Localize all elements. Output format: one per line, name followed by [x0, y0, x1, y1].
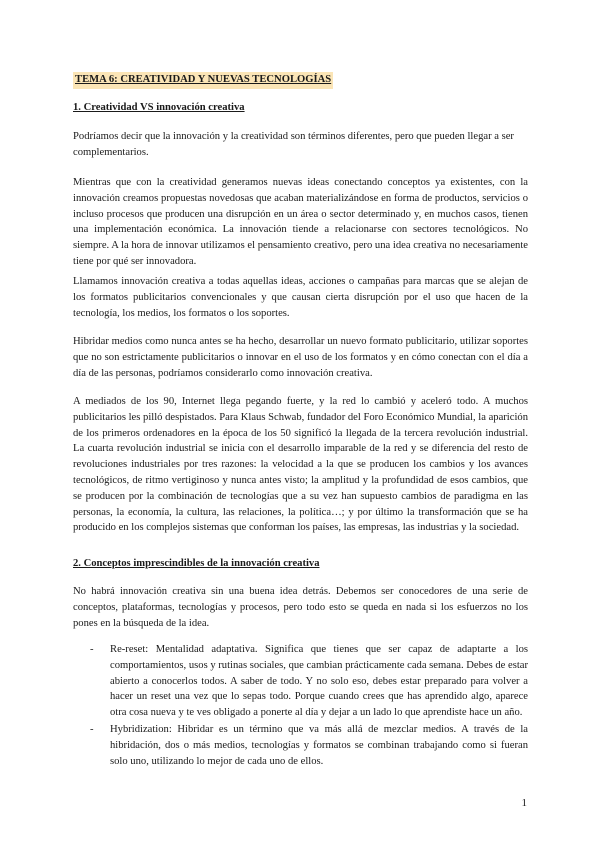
section-1-heading: 1. Creatividad VS innovación creativa	[73, 102, 245, 113]
list-item	[73, 642, 528, 721]
section-2-heading: 2. Conceptos imprescindibles de la innovación creativa	[73, 558, 320, 569]
concept-list	[73, 642, 528, 770]
dash-bullet: -	[90, 644, 94, 655]
list-item	[73, 722, 528, 769]
list-item-text: Hybridization: Hibridar es un término que va más allá de mezclar medios. A través de la hibridación, dos o más medios, tecnologías y formatos se combinan trabajando como si fueran solo uno, utilizando lo mejor de cada uno de ellos.	[110, 723, 528, 767]
document-title: TEMA 6: CREATIVIDAD Y NUEVAS TECNOLOGÍAS	[73, 72, 333, 89]
section-2-intro: No habrá innovación creativa sin una buena idea detrás. Debemos ser conocedores de una serie de conceptos, plataformas, tecnologías y procesos, pero todo esto se queda en nada si los esfuerzos no los pones en la búsqueda de la idea.	[73, 586, 528, 629]
section-1-paragraph-1: Podríamos decir que la innovación y la creatividad son términos diferentes, pero que pueden llegar a ser complementarios.	[73, 131, 514, 158]
list-item-text: Re-reset: Mentalidad adaptativa. Significa que tienes que ser capaz de adaptarte a los comportamientos, usos y rutinas sociales, que cambian prácticamente cada semana. Debes de estar abierto a conocerlos todos. A saber de todo. Y no solo eso, debes estar preparado para volver a hacer un reset una vez que lo sepas todo. Porque cuando crees que has aprendido algo, aparece otra cosa nueva y te ves obligado a ponerte al día y dejar a un lado lo que aprendiste hace un año.	[110, 644, 529, 719]
page-number: 1	[521, 797, 527, 809]
section-1-paragraph-4: Hibridar medios como nunca antes se ha hecho, desarrollar un nuevo formato publicitario, utilizar soportes que no son estrictamente publicitarios o innovar en el uso de los formatos y en cómo conectan con el día a día de las personas, podríamos considerarlo como innovación creativa.	[73, 336, 528, 379]
section-1-paragraph-3: Llamamos innovación creativa a todas aquellas ideas, acciones o campañas para marcas que se alejan de los formatos publicitarios convencionales y que causan cierta disrupción por el uso que hacen de la tecnología, los medios, los formatos o los soportes.	[73, 276, 528, 319]
section-1-paragraph-2: Mientras que con la creatividad generamos nuevas ideas conectando conceptos ya existentes, con la innovación creamos propuestas novedosas que acaban materializándose en forma de productos, servicios o incluso procesos que producen una disrupción en un área o sector determinado y, en muchos casos, tienen una implementación económica. La innovación tiende a relacionarse con sectores tecnológicos. No siempre. A la hora de innovar utilizamos el pensamiento creativo, pero una idea creativa no necesariamente tiene por qué ser innovadora.	[73, 177, 528, 267]
dash-bullet: -	[90, 723, 94, 735]
section-1-paragraph-5: A mediados de los 90, Internet llega pegando fuerte, y la red lo cambió y aceleró todo. A muchos publicitarios les pilló despistados. Para Klaus Schwab, fundador del Foro Económico Mundial, la aparición de los primeros ordenadores en la época de los 50 significó la llegada de la tercera revolución industrial. La cuarta revolución industrial se inicia con el desarrollo imparable de la red y se diferencia del resto de revoluciones industriales por tres razones: la velocidad a la que se producen los cambios y los avances tecnológicos, de ritmo vertiginoso y nunca antes visto; la amplitud y la profundidad de esos cambios, que se producen por la combinación de tecnologías que a su vez han supuesto cambios de paradigma en las personas, la economía, la cultura, las relaciones, la política…; y por último la transformación que se ha producido en los complejos sistemas que conforman los países, las empresas, las industrias y la sociedad.	[73, 396, 528, 534]
